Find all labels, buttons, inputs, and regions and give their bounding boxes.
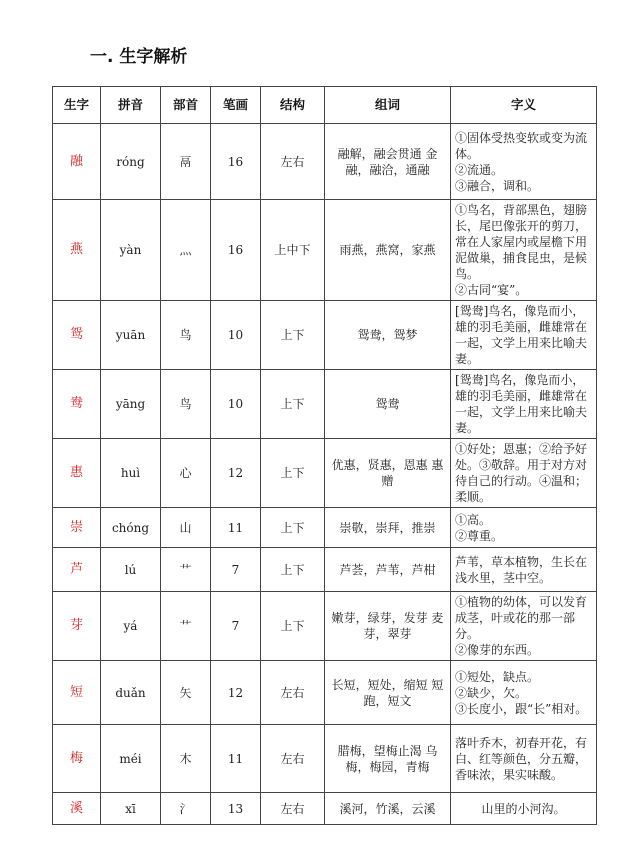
header-radical: 部首 bbox=[161, 87, 211, 124]
words-cell: 鸳鸯，鸳梦 bbox=[325, 301, 451, 370]
char-cell: 短 bbox=[53, 661, 101, 725]
table-row bbox=[53, 793, 597, 825]
structure-cell: 上下 bbox=[261, 301, 325, 370]
char-cell: 崇 bbox=[53, 508, 101, 548]
strokes-cell: 10 bbox=[211, 301, 261, 370]
header-pinyin: 拼音 bbox=[101, 87, 161, 124]
char-cell: 燕 bbox=[53, 200, 101, 301]
words-cell: 雨燕，燕窝，家燕 bbox=[325, 200, 451, 301]
meaning-cell: [鸳鸯]鸟名，像凫而小，雄的羽毛美丽，雌雄常在一起，文学上用来比喻夫妻。 bbox=[451, 301, 597, 370]
pinyin-cell: huì bbox=[101, 439, 161, 508]
char-cell: 梅 bbox=[53, 725, 101, 793]
char-cell: 芦 bbox=[53, 548, 101, 592]
radical-cell: 木 bbox=[161, 725, 211, 793]
char-cell: 鸳 bbox=[53, 301, 101, 370]
words-cell: 长短，短处，缩短 短跑，短文 bbox=[325, 661, 451, 725]
meaning-cell: ①固体受热变软或变为流体。 ②流通。 ③融合，调和。 bbox=[451, 124, 597, 200]
header-strokes: 笔画 bbox=[211, 87, 261, 124]
table-row bbox=[53, 124, 597, 200]
pinyin-cell: yá bbox=[101, 592, 161, 661]
table-row bbox=[53, 725, 597, 793]
strokes-cell: 11 bbox=[211, 508, 261, 548]
strokes-cell: 13 bbox=[211, 793, 261, 825]
pinyin-cell: xī bbox=[101, 793, 161, 825]
table-row bbox=[53, 200, 597, 301]
radical-cell: 艹 bbox=[161, 548, 211, 592]
table-row bbox=[53, 301, 597, 370]
structure-cell: 左右 bbox=[261, 725, 325, 793]
header-words: 组词 bbox=[325, 87, 451, 124]
radical-cell: 艹 bbox=[161, 592, 211, 661]
meaning-cell: 山里的小河沟。 bbox=[451, 793, 597, 825]
character-table bbox=[52, 86, 597, 825]
table-row bbox=[53, 592, 597, 661]
char-cell: 溪 bbox=[53, 793, 101, 825]
words-cell: 嫩芽，绿芽，发芽 麦芽，翠芽 bbox=[325, 592, 451, 661]
words-cell: 优惠，贤惠，恩惠 惠赠 bbox=[325, 439, 451, 508]
words-cell: 溪河，竹溪，云溪 bbox=[325, 793, 451, 825]
structure-cell: 上中下 bbox=[261, 200, 325, 301]
strokes-cell: 7 bbox=[211, 592, 261, 661]
strokes-cell: 12 bbox=[211, 439, 261, 508]
strokes-cell: 11 bbox=[211, 725, 261, 793]
table-row bbox=[53, 661, 597, 725]
meaning-cell: ①植物的幼体，可以发育成茎，叶或花的那一部分。 ②像芽的东西。 bbox=[451, 592, 597, 661]
char-cell: 芽 bbox=[53, 592, 101, 661]
structure-cell: 上下 bbox=[261, 439, 325, 508]
table-header-row bbox=[53, 87, 597, 124]
radical-cell: 鸟 bbox=[161, 370, 211, 439]
structure-cell: 上下 bbox=[261, 592, 325, 661]
strokes-cell: 12 bbox=[211, 661, 261, 725]
pinyin-cell: duǎn bbox=[101, 661, 161, 725]
radical-cell: 氵 bbox=[161, 793, 211, 825]
structure-cell: 上下 bbox=[261, 508, 325, 548]
words-cell: 腊梅，望梅止渴 乌梅，梅园，青梅 bbox=[325, 725, 451, 793]
table-row bbox=[53, 508, 597, 548]
structure-cell: 左右 bbox=[261, 793, 325, 825]
strokes-cell: 16 bbox=[211, 124, 261, 200]
pinyin-cell: yàn bbox=[101, 200, 161, 301]
meaning-cell: ①短处，缺点。 ②缺少，欠。 ③长度小，跟“长”相对。 bbox=[451, 661, 597, 725]
structure-cell: 上下 bbox=[261, 370, 325, 439]
table-row bbox=[53, 548, 597, 592]
radical-cell: 鬲 bbox=[161, 124, 211, 200]
meaning-cell: ①鸟名，背部黑色，翅膀长，尾巴像张开的剪刀，常在人家屋内或屋檐下用泥做巢，捕食昆虫，是候鸟。 ②古同“宴”。 bbox=[451, 200, 597, 301]
char-cell: 惠 bbox=[53, 439, 101, 508]
meaning-cell: ①高。 ②尊重。 bbox=[451, 508, 597, 548]
header-structure: 结构 bbox=[261, 87, 325, 124]
pinyin-cell: lú bbox=[101, 548, 161, 592]
meaning-cell: 落叶乔木，初春开花，有白、红等颜色，分五瓣，香味浓，果实味酸。 bbox=[451, 725, 597, 793]
radical-cell: 灬 bbox=[161, 200, 211, 301]
pinyin-cell: chóng bbox=[101, 508, 161, 548]
radical-cell: 矢 bbox=[161, 661, 211, 725]
meaning-cell: ①好处；恩惠；②给予好处。③敬辞。用于对方对待自己的行动。④温和；柔顺。 bbox=[451, 439, 597, 508]
pinyin-cell: yuān bbox=[101, 301, 161, 370]
words-cell: 鸳鸯 bbox=[325, 370, 451, 439]
structure-cell: 左右 bbox=[261, 124, 325, 200]
pinyin-cell: yāng bbox=[101, 370, 161, 439]
words-cell: 芦荟，芦苇，芦柑 bbox=[325, 548, 451, 592]
section-title: 一. 生字解析 bbox=[90, 47, 188, 67]
header-meaning: 字义 bbox=[451, 87, 597, 124]
header-char: 生字 bbox=[53, 87, 101, 124]
radical-cell: 山 bbox=[161, 508, 211, 548]
radical-cell: 鸟 bbox=[161, 301, 211, 370]
table-row bbox=[53, 370, 597, 439]
words-cell: 崇敬，崇拜，推崇 bbox=[325, 508, 451, 548]
structure-cell: 左右 bbox=[261, 661, 325, 725]
strokes-cell: 10 bbox=[211, 370, 261, 439]
pinyin-cell: róng bbox=[101, 124, 161, 200]
structure-cell: 上下 bbox=[261, 548, 325, 592]
strokes-cell: 16 bbox=[211, 200, 261, 301]
char-cell: 融 bbox=[53, 124, 101, 200]
meaning-cell: 芦苇，草本植物，生长在浅水里，茎中空。 bbox=[451, 548, 597, 592]
radical-cell: 心 bbox=[161, 439, 211, 508]
char-cell: 鸯 bbox=[53, 370, 101, 439]
table-row bbox=[53, 439, 597, 508]
meaning-cell: [鸳鸯]鸟名，像凫而小，雄的羽毛美丽，雌雄常在一起，文学上用来比喻夫妻。 bbox=[451, 370, 597, 439]
strokes-cell: 7 bbox=[211, 548, 261, 592]
pinyin-cell: méi bbox=[101, 725, 161, 793]
words-cell: 融解，融会贯通 金融，融洽，通融 bbox=[325, 124, 451, 200]
